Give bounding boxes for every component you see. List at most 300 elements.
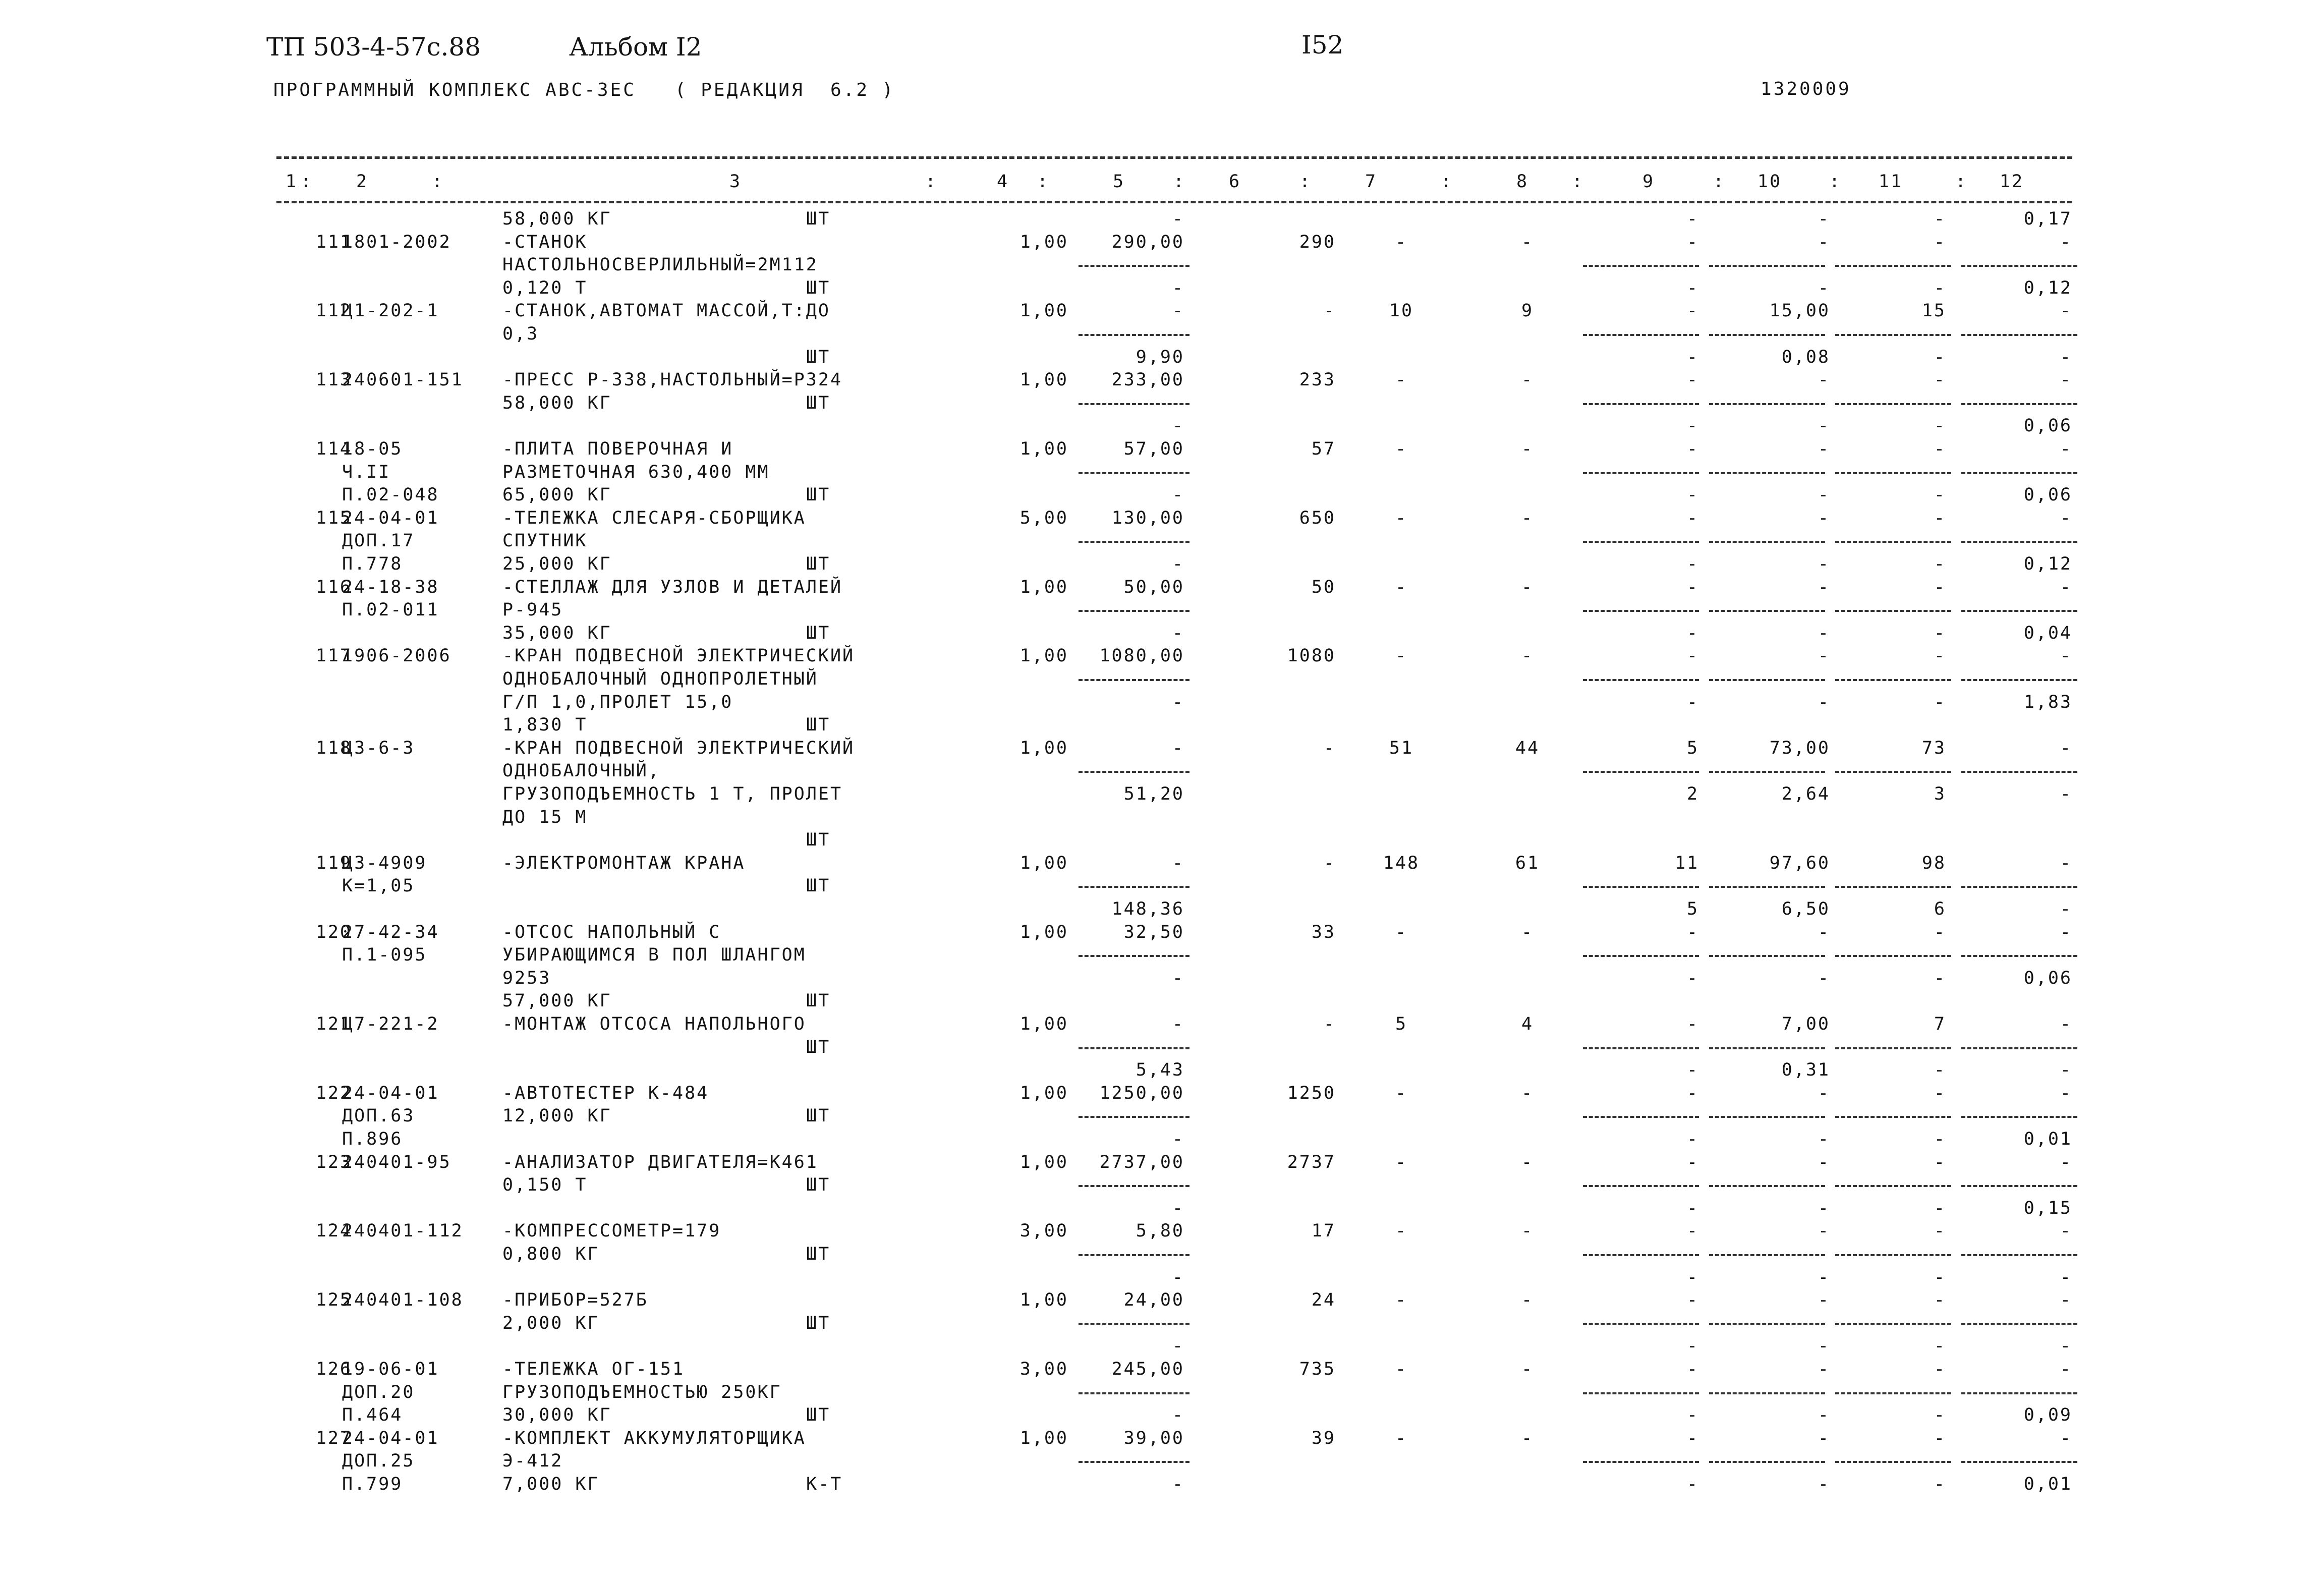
norm-code: 240401-112 <box>342 1221 464 1242</box>
subtotal-divider <box>1079 472 1189 474</box>
col7-value: - <box>1395 439 1408 459</box>
row-number: 123 <box>315 1152 352 1172</box>
item-description: -ТЕЛЕЖКА ОГ-151 <box>502 1359 685 1379</box>
item-description: 35,000 КГ <box>502 623 612 643</box>
col10-value: - <box>1818 1428 1830 1448</box>
subtotal-divider <box>1961 472 2077 474</box>
col12-value: 0,15 <box>2023 1198 2072 1218</box>
col11-value: - <box>1934 439 1946 459</box>
col9-value: - <box>1686 968 1699 988</box>
col12-value: - <box>2060 646 2072 666</box>
row-number: 121 <box>315 1014 352 1034</box>
subtotal-divider <box>1961 541 2077 543</box>
unit-price: 245,00 <box>1111 1359 1184 1379</box>
unit-price: 51,20 <box>1123 784 1184 804</box>
col12-value: - <box>2060 784 2072 804</box>
item-description: ДО 15 М <box>502 807 588 827</box>
unit-label: ШТ <box>806 830 831 851</box>
unit-price: - <box>1172 1474 1184 1494</box>
col11-value: - <box>1934 277 1946 298</box>
col9-value: - <box>1686 347 1699 367</box>
col11-value: - <box>1934 1359 1946 1379</box>
subtotal-divider <box>1079 886 1189 888</box>
unit-price: 1080,00 <box>1099 646 1184 666</box>
norm-code: 1906-2006 <box>342 646 451 666</box>
norm-code: Ц7-221-2 <box>342 1014 439 1034</box>
col10-value: 0,08 <box>1781 347 1830 367</box>
norm-code: 24-04-01 <box>342 1083 439 1103</box>
col8-value: 4 <box>1521 1014 1534 1034</box>
norm-code: Ц3-6-3 <box>342 738 415 758</box>
subtotal-divider <box>1835 771 1951 773</box>
col10-value: - <box>1818 692 1830 712</box>
col10-value: - <box>1818 1474 1830 1494</box>
col12-value: - <box>2060 507 2072 528</box>
col12-value: 0,01 <box>2023 1474 2072 1494</box>
unit-price: 24,00 <box>1123 1290 1184 1311</box>
unit-label: ШТ <box>806 623 831 643</box>
col11-value: - <box>1934 370 1946 390</box>
quantity: 3,00 <box>1019 1221 1068 1242</box>
row-number: 124 <box>315 1221 352 1242</box>
unit-price: - <box>1172 1405 1184 1426</box>
col7-value: - <box>1395 1152 1408 1172</box>
col10-value: 7,00 <box>1781 1014 1830 1034</box>
total-cost: 290 <box>1299 232 1336 252</box>
total-cost: 50 <box>1311 577 1336 597</box>
subtotal-divider <box>1583 1116 1699 1118</box>
column-separator: : <box>431 172 444 192</box>
subtotal-divider <box>1961 1185 2077 1187</box>
col11-value: - <box>1934 623 1946 643</box>
column-separator: : <box>1829 172 1842 192</box>
sheet-code: 1320009 <box>1761 79 1851 99</box>
col10-value: - <box>1818 968 1830 988</box>
subtotal-divider <box>1709 334 1825 336</box>
subtotal-divider <box>1709 1116 1825 1118</box>
item-description: ГРУЗОПОДЪЕМНОСТЬ 1 Т, ПРОЛЕТ <box>502 784 843 804</box>
col12-value: - <box>2060 439 2072 459</box>
col11-value: - <box>1934 1405 1946 1426</box>
col10-value: 97,60 <box>1769 853 1830 873</box>
norm-code: П.896 <box>342 1129 403 1149</box>
unit-price: - <box>1172 968 1184 988</box>
norm-code: 24-04-01 <box>342 1428 439 1448</box>
col10-value: 73,00 <box>1769 738 1830 758</box>
subtotal-divider <box>1583 610 1699 612</box>
col9-value: - <box>1686 370 1699 390</box>
unit-price: - <box>1172 1267 1184 1287</box>
col12-value: 0,12 <box>2023 277 2072 298</box>
column-header-11: 11 <box>1878 172 1903 192</box>
col11-value: - <box>1934 1474 1946 1494</box>
total-cost: - <box>1323 1014 1336 1034</box>
unit-label: ШТ <box>806 392 831 413</box>
quantity: 1,00 <box>1019 853 1068 873</box>
row-number: 117 <box>315 646 352 666</box>
item-description: 2,000 КГ <box>502 1313 600 1333</box>
col7-value: - <box>1395 232 1408 252</box>
norm-code: 240401-95 <box>342 1152 451 1172</box>
item-description: -СТАНОК <box>502 232 588 252</box>
subtotal-divider <box>1583 1392 1699 1394</box>
subtotal-divider <box>1961 610 2077 612</box>
col7-value: 148 <box>1383 853 1420 873</box>
total-cost: 39 <box>1311 1428 1336 1448</box>
subtotal-divider <box>1709 541 1825 543</box>
unit-price: 9,90 <box>1136 347 1184 367</box>
col11-value: - <box>1934 922 1946 942</box>
page-number: I52 <box>1301 30 1344 60</box>
subtotal-divider <box>1079 1185 1189 1187</box>
document-code: ТП 503-4-57с.88 <box>266 32 481 62</box>
total-cost: 233 <box>1299 370 1336 390</box>
row-number: 113 <box>315 370 352 390</box>
col10-value: 6,50 <box>1781 899 1830 919</box>
col12-value: 1,83 <box>2023 692 2072 712</box>
col7-value: - <box>1395 922 1408 942</box>
total-cost: 735 <box>1299 1359 1336 1379</box>
subtotal-divider <box>1583 1323 1699 1325</box>
subtotal-divider <box>1835 1047 1951 1049</box>
norm-code: ДОП.20 <box>342 1382 415 1402</box>
col12-value: 0,09 <box>2023 1405 2072 1426</box>
col10-value: - <box>1818 1290 1830 1311</box>
col10-value: - <box>1818 1129 1830 1149</box>
unit-price: 57,00 <box>1123 439 1184 459</box>
subtotal-divider <box>1583 1047 1699 1049</box>
col11-value: 98 <box>1921 853 1946 873</box>
total-cost: - <box>1323 853 1336 873</box>
col8-value: - <box>1521 232 1534 252</box>
subtotal-divider <box>1709 771 1825 773</box>
col10-value: - <box>1818 439 1830 459</box>
item-description: 1,830 Т <box>502 715 588 736</box>
col10-value: - <box>1818 623 1830 643</box>
total-cost: - <box>1323 738 1336 758</box>
quantity: 1,00 <box>1019 370 1068 390</box>
unit-label: ШТ <box>806 554 831 574</box>
col9-value: - <box>1686 922 1699 942</box>
row-number: 120 <box>315 922 352 942</box>
column-header-12: 12 <box>1999 172 2024 192</box>
column-header-1: 1 <box>285 172 298 192</box>
item-description: 0,3 <box>502 324 539 344</box>
subtotal-divider <box>1835 472 1951 474</box>
item-description: -КРАН ПОДВЕСНОЙ ЭЛЕКТРИЧЕСКИЙ <box>502 646 855 666</box>
column-header-9: 9 <box>1642 172 1655 192</box>
subtotal-divider <box>1835 1392 1951 1394</box>
subtotal-divider <box>1835 403 1951 405</box>
col8-value: - <box>1521 646 1534 666</box>
col7-value: - <box>1395 507 1408 528</box>
norm-code: П.1-095 <box>342 945 427 966</box>
subtotal-divider <box>1583 886 1699 888</box>
total-cost: 24 <box>1311 1290 1336 1311</box>
subtotal-divider <box>1709 1323 1825 1325</box>
norm-code: П.02-011 <box>342 600 439 621</box>
row-number: 114 <box>315 439 352 459</box>
subtotal-divider <box>1961 403 2077 405</box>
col11-value: - <box>1934 1060 1946 1081</box>
subtotal-divider <box>1835 1185 1951 1187</box>
col7-value: - <box>1395 1290 1408 1311</box>
subtotal-divider <box>1079 1116 1189 1118</box>
norm-code: Ч.II <box>342 462 391 482</box>
col12-value: 0,17 <box>2023 209 2072 229</box>
item-description: -ОТСОС НАПОЛЬНЫЙ С <box>502 922 721 942</box>
col7-value: - <box>1395 1083 1408 1103</box>
subtotal-divider <box>1961 679 2077 681</box>
subtotal-divider <box>1583 679 1699 681</box>
unit-label: ШТ <box>806 209 831 229</box>
norm-code: Ц1-202-1 <box>342 301 439 321</box>
col9-value: - <box>1686 1267 1699 1287</box>
unit-price: - <box>1172 1336 1184 1357</box>
col10-value: - <box>1818 922 1830 942</box>
subtotal-divider <box>1709 472 1825 474</box>
column-separator: : <box>925 172 938 192</box>
col7-value: 5 <box>1395 1014 1408 1034</box>
unit-price: - <box>1172 738 1184 758</box>
col11-value: - <box>1934 646 1946 666</box>
col9-value: - <box>1686 1152 1699 1172</box>
item-description: -КОМПЛЕКТ АККУМУЛЯТОРЩИКА <box>502 1428 806 1448</box>
item-description: 65,000 КГ <box>502 485 612 505</box>
col7-value: - <box>1395 1359 1408 1379</box>
subtotal-divider <box>1079 1047 1189 1049</box>
col12-value: - <box>2060 1267 2072 1287</box>
col12-value: - <box>2060 1428 2072 1448</box>
unit-label: К-Т <box>806 1474 843 1494</box>
row-number: 122 <box>315 1083 352 1103</box>
col9-value: - <box>1686 1060 1699 1081</box>
subtotal-divider <box>1709 1185 1825 1187</box>
col9-value: - <box>1686 277 1699 298</box>
subtotal-divider <box>1709 1461 1825 1463</box>
subtotal-divider <box>1709 1254 1825 1256</box>
norm-code: П.778 <box>342 554 403 574</box>
quantity: 5,00 <box>1019 507 1068 528</box>
col10-value: - <box>1818 277 1830 298</box>
norm-code: 27-42-34 <box>342 922 439 942</box>
quantity: 1,00 <box>1019 646 1068 666</box>
col9-value: - <box>1686 232 1699 252</box>
quantity: 1,00 <box>1019 738 1068 758</box>
column-separator: : <box>1571 172 1584 192</box>
row-number: 111 <box>315 232 352 252</box>
col11-value: 3 <box>1934 784 1946 804</box>
unit-price: 50,00 <box>1123 577 1184 597</box>
subtotal-divider <box>1709 886 1825 888</box>
col11-value: - <box>1934 554 1946 574</box>
col9-value: - <box>1686 507 1699 528</box>
unit-price: - <box>1172 1198 1184 1218</box>
col8-value: - <box>1521 1083 1534 1103</box>
total-cost: 2737 <box>1287 1152 1336 1172</box>
column-separator: : <box>300 172 313 192</box>
col8-value: 61 <box>1515 853 1540 873</box>
quantity: 1,00 <box>1019 577 1068 597</box>
col11-value: 15 <box>1921 301 1946 321</box>
col11-value: - <box>1934 1267 1946 1287</box>
subtotal-divider <box>1583 955 1699 957</box>
item-description: -ПРИБОР=527Б <box>502 1290 648 1311</box>
col11-value: - <box>1934 692 1946 712</box>
total-cost: 1250 <box>1287 1083 1336 1103</box>
col9-value: - <box>1686 209 1699 229</box>
col11-value: - <box>1934 1129 1946 1149</box>
col11-value: - <box>1934 1198 1946 1218</box>
col8-value: - <box>1521 577 1534 597</box>
unit-price: 233,00 <box>1111 370 1184 390</box>
unit-label: ШТ <box>806 277 831 298</box>
item-description: -КОМПРЕССОМЕТР=179 <box>502 1221 721 1242</box>
unit-price: - <box>1172 416 1184 436</box>
subtotal-divider <box>1079 1254 1189 1256</box>
norm-code: ДОП.17 <box>342 531 415 551</box>
col7-value: - <box>1395 1221 1408 1242</box>
item-description: -МОНТАЖ ОТСОСА НАПОЛЬНОГО <box>502 1014 806 1034</box>
col9-value: - <box>1686 1428 1699 1448</box>
col11-value: - <box>1934 416 1946 436</box>
unit-price: - <box>1172 623 1184 643</box>
subtotal-divider <box>1961 265 2077 267</box>
total-cost: 1080 <box>1287 646 1336 666</box>
unit-label: ШТ <box>806 1037 831 1057</box>
col12-value: 0,06 <box>2023 485 2072 505</box>
unit-label: ШТ <box>806 715 831 736</box>
col12-value: 0,12 <box>2023 554 2072 574</box>
column-header-6: 6 <box>1228 172 1241 192</box>
norm-code: 24-18-38 <box>342 577 439 597</box>
unit-label: ШТ <box>806 347 831 367</box>
unit-label: ШТ <box>806 1106 831 1126</box>
row-number: 118 <box>315 738 352 758</box>
col7-value: 10 <box>1389 301 1414 321</box>
col11-value: - <box>1934 1221 1946 1242</box>
col11-value: - <box>1934 577 1946 597</box>
col9-value: - <box>1686 1221 1699 1242</box>
subtotal-divider <box>1583 265 1699 267</box>
item-description: -СТЕЛЛАЖ ДЛЯ УЗЛОВ И ДЕТАЛЕЙ <box>502 577 843 597</box>
subtotal-divider <box>1961 771 2077 773</box>
col10-value: - <box>1818 577 1830 597</box>
norm-code: 19-06-01 <box>342 1359 439 1379</box>
quantity: 1,00 <box>1019 301 1068 321</box>
col9-value: - <box>1686 1359 1699 1379</box>
item-description: -ПРЕСС Р-338,НАСТОЛЬНЫЙ=Р324 <box>502 370 843 390</box>
subtotal-divider <box>1961 1392 2077 1394</box>
col11-value: 6 <box>1934 899 1946 919</box>
subtotal-divider <box>1583 403 1699 405</box>
col9-value: - <box>1686 577 1699 597</box>
quantity: 1,00 <box>1019 1083 1068 1103</box>
col10-value: - <box>1818 209 1830 229</box>
col12-value: - <box>2060 1336 2072 1357</box>
col8-value: - <box>1521 1221 1534 1242</box>
subtotal-divider <box>1835 1461 1951 1463</box>
unit-label: ШТ <box>806 876 831 896</box>
col10-value: - <box>1818 485 1830 505</box>
item-description: 9253 <box>502 968 551 988</box>
norm-code: П.464 <box>342 1405 403 1426</box>
subtotal-divider <box>1835 1254 1951 1256</box>
quantity: 1,00 <box>1019 1152 1068 1172</box>
col9-value: - <box>1686 692 1699 712</box>
col8-value: 9 <box>1521 301 1534 321</box>
col12-value: 0,06 <box>2023 968 2072 988</box>
quantity: 1,00 <box>1019 1290 1068 1311</box>
item-description: 7,000 КГ <box>502 1474 600 1494</box>
column-header-10: 10 <box>1757 172 1782 192</box>
col12-value: - <box>2060 232 2072 252</box>
column-separator: : <box>1440 172 1453 192</box>
col7-value: 51 <box>1389 738 1414 758</box>
col12-value: - <box>2060 347 2072 367</box>
unit-price: - <box>1172 1129 1184 1149</box>
subtotal-divider <box>1961 1116 2077 1118</box>
unit-label: ШТ <box>806 485 831 505</box>
subtotal-divider <box>1709 610 1825 612</box>
col12-value: - <box>2060 1152 2072 1172</box>
unit-price: - <box>1172 692 1184 712</box>
col9-value: 11 <box>1674 853 1699 873</box>
subtotal-divider <box>1583 1185 1699 1187</box>
item-description: 57,000 КГ <box>502 991 612 1011</box>
col11-value: - <box>1934 1336 1946 1357</box>
col9-value: - <box>1686 1336 1699 1357</box>
item-description: 30,000 КГ <box>502 1405 612 1426</box>
row-number: 116 <box>315 577 352 597</box>
unit-price: 32,50 <box>1123 922 1184 942</box>
unit-price: 290,00 <box>1111 232 1184 252</box>
subtotal-divider <box>1079 1392 1189 1394</box>
norm-code: П.02-048 <box>342 485 439 505</box>
subtotal-divider <box>1709 1047 1825 1049</box>
col10-value: - <box>1818 1221 1830 1242</box>
column-header-8: 8 <box>1516 172 1529 192</box>
subtotal-divider <box>1961 1461 2077 1463</box>
col10-value: 15,00 <box>1769 301 1830 321</box>
subtotal-divider <box>1835 334 1951 336</box>
col8-value: - <box>1521 1359 1534 1379</box>
unit-price: - <box>1172 853 1184 873</box>
quantity: 1,00 <box>1019 1428 1068 1448</box>
item-description: ОДНОБАЛОЧНЫЙ ОДНОПРОЛЕТНЫЙ <box>502 669 818 689</box>
quantity: 3,00 <box>1019 1359 1068 1379</box>
column-separator: : <box>1173 172 1186 192</box>
subtotal-divider <box>1079 1323 1189 1325</box>
item-description: -АНАЛИЗАТОР ДВИГАТЕЛЯ=К461 <box>502 1152 818 1172</box>
item-description: 58,000 КГ <box>502 209 612 229</box>
col11-value: - <box>1934 347 1946 367</box>
subtotal-divider <box>1835 679 1951 681</box>
subtotal-divider <box>1961 1254 2077 1256</box>
column-header-3: 3 <box>729 172 742 192</box>
col10-value: 0,31 <box>1781 1060 1830 1081</box>
unit-price: - <box>1172 301 1184 321</box>
col12-value: - <box>2060 853 2072 873</box>
col7-value: - <box>1395 1428 1408 1448</box>
subtotal-divider <box>1709 1392 1825 1394</box>
item-description: 12,000 КГ <box>502 1106 612 1126</box>
col11-value: 7 <box>1934 1014 1946 1034</box>
subtotal-divider <box>1961 955 2077 957</box>
col7-value: - <box>1395 370 1408 390</box>
subtotal-divider <box>1835 886 1951 888</box>
unit-price: - <box>1172 209 1184 229</box>
